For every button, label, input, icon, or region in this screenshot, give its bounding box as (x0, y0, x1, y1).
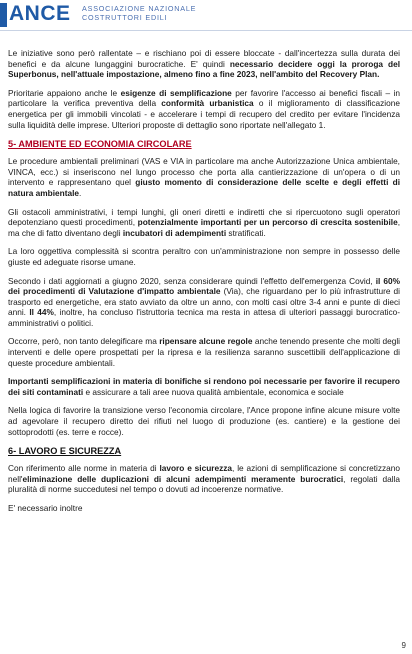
paragraph-ostacoli (8, 207, 400, 239)
text-run: (Via), che riguardano per lo più infrastrutture di trasporto ed energetiche, era stato avviato da oltre un anno, con molti casi oltre 3-4 anni e punte di dieci anni. (8, 286, 400, 318)
document-body (8, 48, 400, 514)
logo-subtitle-line1: ASSOCIAZIONE NAZIONALE (82, 4, 197, 13)
section-heading-lavoro: 6- LAVORO E SICUREZZA (8, 446, 122, 457)
paragraph-bonifiche (8, 376, 400, 397)
text-run: , ma che di fatto diventano degli (8, 217, 400, 238)
paragraph-inoltre: E' necessario inoltre (8, 503, 83, 513)
bold-run: Importanti semplificazioni in materia di bonifiche si rendono poi necessarie per favorire il recupero dei siti contaminati (8, 376, 400, 397)
text-run: Occorre, però, non tanto delegificare ma (8, 336, 160, 347)
paragraph-economia-circolare: Nella logica di favorire la transizione verso l'economia circolare, l'Ance propone infine alcune misure volte ad agevolare il recupero diretto dei rifiuti nel luogo di produzione (es. cantiere) e la gestione dei sottoprodotti (es. terre e rocce). (8, 405, 400, 437)
bold-run: Il 44% (29, 307, 54, 318)
text-run: anche tenendo presente che molti degli interventi e delle opere prospettati per la ripresa e la resilienza saranno suscettibili dell'applicazione di queste procedure ambientali. (8, 336, 401, 368)
logo-subtitle (82, 4, 196, 22)
text-run: , inoltre, ha concluso l'istruttoria tecnica ma resta in attesa di ulteriori passaggi burocratico-amministrativi o politici. (8, 307, 400, 328)
paragraph-procedure-ambientali (8, 156, 400, 198)
bold-run: il 60% dei procedimenti di Valutazione d'impatto ambientale (8, 275, 400, 297)
page-number: 9 (401, 641, 406, 650)
paragraph-lavoro-sicurezza (8, 463, 400, 495)
bold-run: potenzialmente importanti per un percorso di crescita sostenibile (137, 217, 398, 228)
ance-logo: ANCE (9, 2, 71, 25)
paragraph-semplificazione (8, 88, 400, 130)
text-run: Le procedure ambientali preliminari (VAS e VIA in particolare ma anche Autorizzazione Unica ambientale, VINCA, ecc.) si inseriscono nel lungo processo che porta alla cantierizzazione di un'opera o di un intervento e rappresentano quel (8, 156, 400, 188)
text-run: o il miglioramento di classificazione energetica per gli immobili vincolati - e accelerare i tempi di recupero del credito per evitare l'incidenza sulla liquidità delle imprese. Ulteriori proposte di dettaglio sono riportate nell'allegato 1. (8, 98, 400, 130)
text-run: stratificati. (226, 227, 266, 238)
bold-run: ripensare alcune regole (159, 336, 253, 347)
bold-run: necessario decidere oggi la proroga del Superbonus, nell'attuale impostazione, almeno fino a fine 2023, nell'ambito del Recovery Plan (8, 58, 400, 80)
page-header (0, 0, 412, 34)
logo-mark (0, 3, 7, 27)
text-run: . (79, 187, 82, 198)
text-run: Prioritarie appaiono anche le (8, 87, 121, 98)
paragraph-dati-via (8, 276, 400, 329)
text-run: per favorire l'accesso ai benefici fiscali – in particolare la verifica preventiva della (8, 87, 400, 109)
bold-run: giusto momento di considerazione delle scelte e degli effetti di natura ambientale (8, 177, 401, 198)
paragraph-regole (8, 336, 400, 368)
text-run: , regolati dalla pluralità di norme succedutesi nel tempo o dovuti ad incoerenze normative. (8, 473, 400, 495)
text-run: Gli ostacoli amministrativi, i tempi lunghi, gli oneri diretti e indiretti che si ripercuotono sugli operatori depotenziano questi procedimenti, (8, 206, 400, 228)
bold-run: lavoro e sicurezza (159, 463, 233, 474)
text-run: Con riferimento alle norme in materia di (8, 463, 160, 474)
section-heading-ambiente: 5- AMBIENTE ED ECONOMIA CIRCOLARE (8, 139, 192, 150)
text-run: Le iniziative sono però rallentate – e rischiano poi di essere bloccate - dall'incertezza sulla durata dei benefici e da alcune lungaggini burocratiche. E' quindi (8, 48, 400, 69)
bold-run: . (377, 69, 380, 80)
logo-subtitle-line2: COSTRUTTORI EDILI (82, 13, 168, 22)
text-run: , le azioni di semplificazione si concretizzano nell' (8, 463, 401, 484)
bold-run: incubatori di adempimenti (122, 227, 227, 238)
bold-run: eliminazione delle duplicazioni di alcuni adempimenti meramente burocratici (22, 473, 344, 484)
text-run: Secondo i dati aggiornati a giugno 2020, senza considerare quindi l'effetto dell'emergenza Covid, (8, 275, 376, 286)
bold-run: esigenze di semplificazione (120, 87, 232, 98)
paragraph-complessita: La loro oggettiva complessità si scontra peraltro con un'amministrazione non sempre in possesso delle giuste ed adeguate risorse umane. (8, 246, 400, 267)
bold-run: conformità urbanistica (161, 98, 254, 109)
text-run: e assicurare a tali aree nuova qualità ambientale, economica e sociale (83, 386, 344, 397)
header-divider (0, 30, 412, 31)
paragraph-superbonus (8, 48, 400, 80)
